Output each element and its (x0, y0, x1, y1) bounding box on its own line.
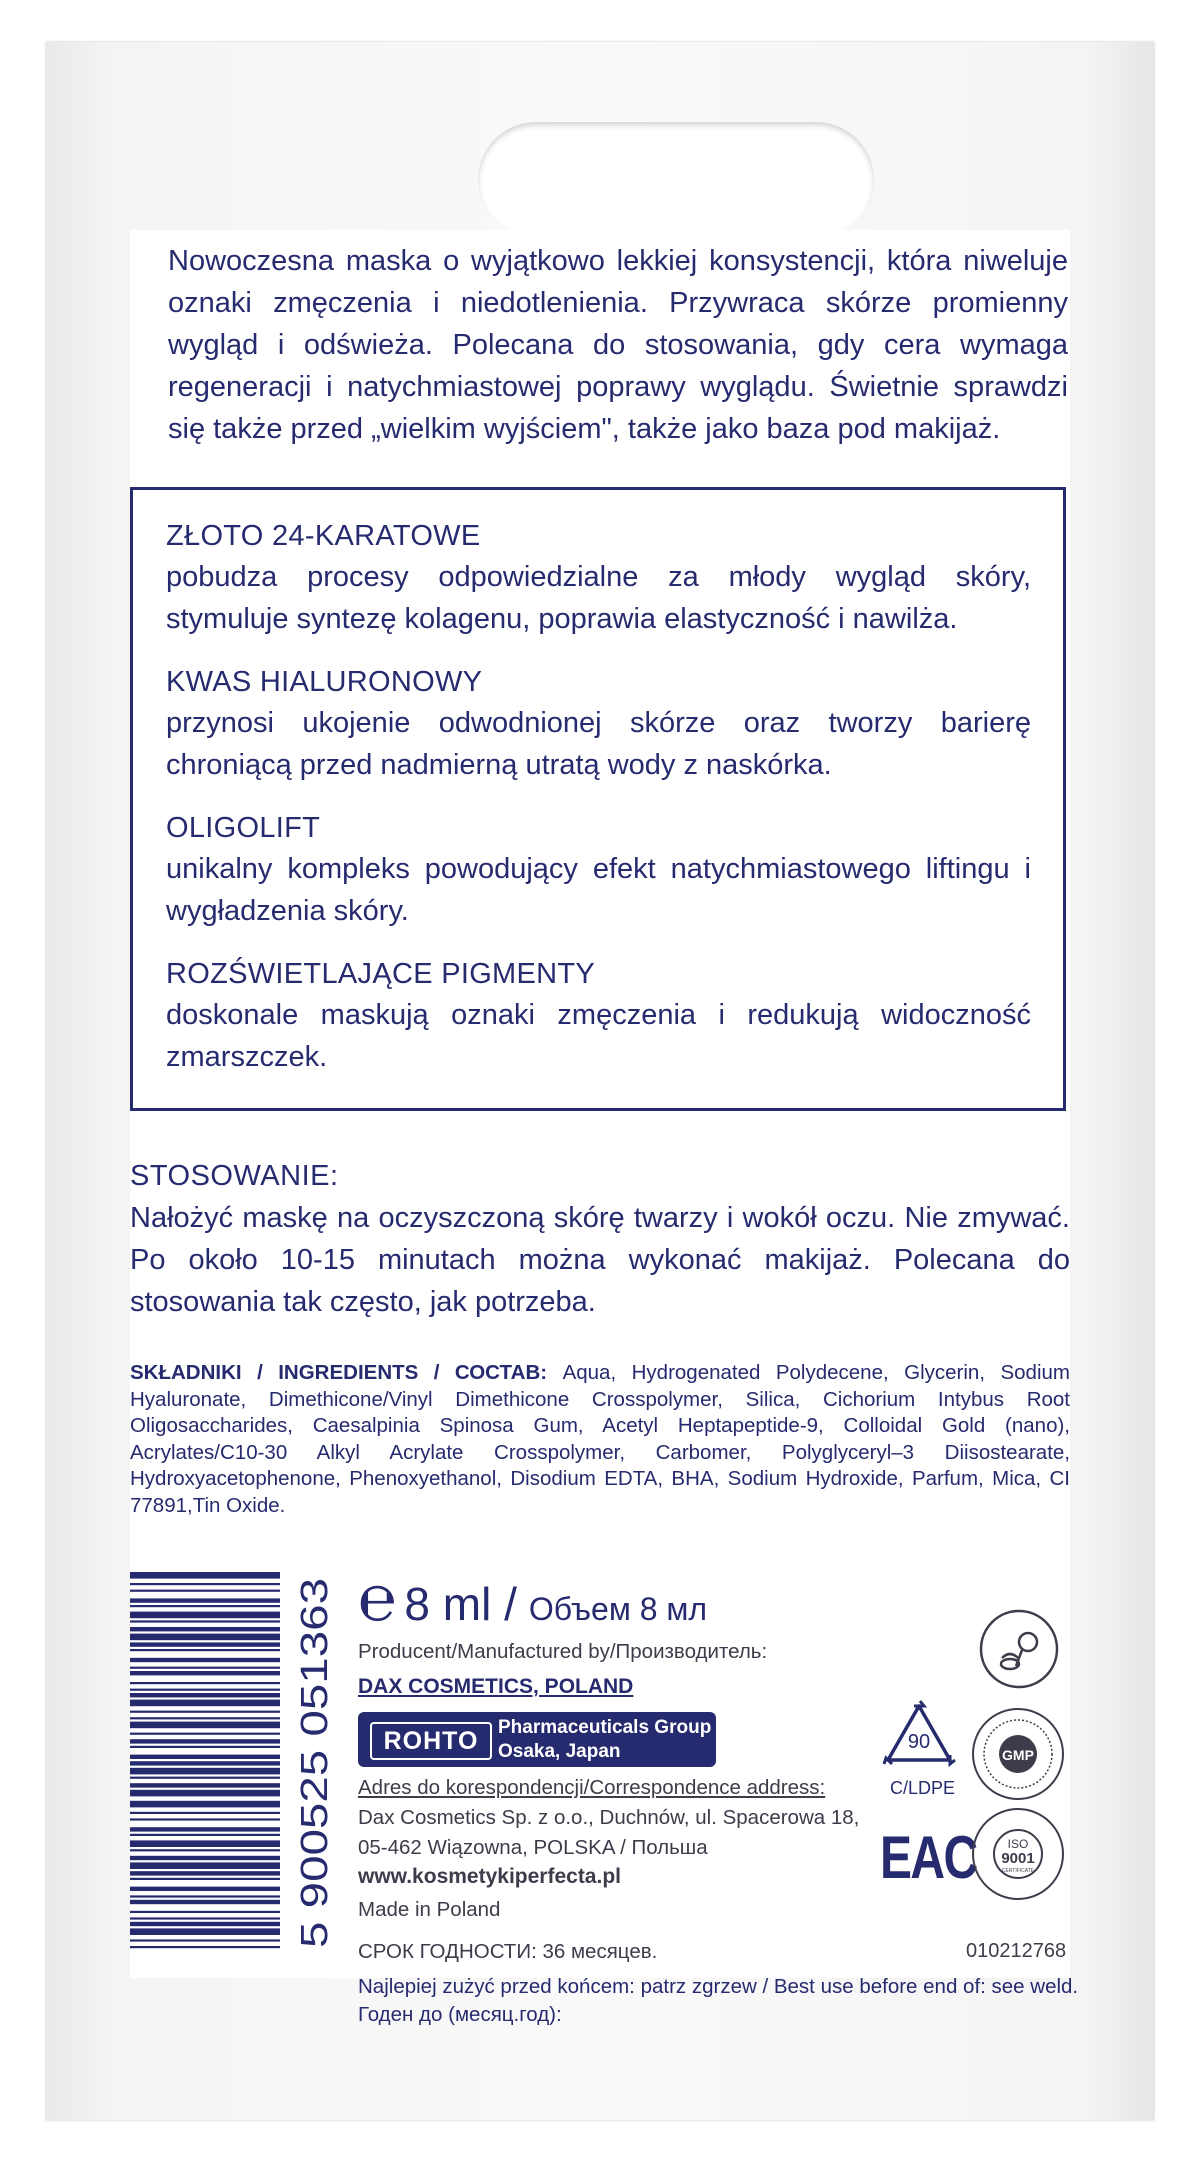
address-line1: Dax Cosmetics Sp. z o.o., Duchnów, ul. Spacerowa 18, (358, 1806, 860, 1829)
barcode-bar (130, 1620, 280, 1622)
barcode (130, 1572, 336, 1952)
barcode-bar (130, 1887, 280, 1891)
recycle-icon (880, 1700, 958, 1774)
barcode-bar (130, 1572, 280, 1579)
barcode-bar (130, 1768, 280, 1775)
recycle-label: C/LDPE (890, 1778, 956, 1798)
eac-mark: EAC (880, 1824, 977, 1891)
ingredient-description: doskonale maskują oznaki zmęczenia i redukują widoczność zmarszczek. (166, 999, 1031, 1073)
usage-text: Nałożyć maskę na oczyszczoną skórę twarzy i wokół oczu. Nie zmywać. Po około 10-15 minutach można wykonać makijaż. Polecana do stosowania tak często, jak potrzeba. (130, 1202, 1070, 1318)
volume-ru: Объем 8 мл (528, 1591, 708, 1627)
barcode-bar (130, 1862, 280, 1869)
ingredients-label: SKŁADNIKI / INGREDIENTS / СОСТАВ: (130, 1361, 548, 1384)
address-label: Adres do korespondencji/Correspondence address: (358, 1776, 826, 1799)
shelf-life: СРОК ГОДНОСТИ: 36 месяцев. (358, 1940, 658, 1963)
ingredient-block (166, 954, 1031, 1078)
barcode-bar (130, 1818, 280, 1820)
barcode-bar (130, 1634, 280, 1641)
rohto-line1: Pharmaceuticals Group (498, 1717, 712, 1738)
barcode-bar (130, 1761, 280, 1765)
barcode-bar (130, 1911, 280, 1913)
barcode-bar (130, 1801, 280, 1808)
barcode-bar (130, 1649, 280, 1651)
best-before: Najlepiej zużyć przed końcem: patrz zgrzew / Best use before end of: see weld. (358, 1975, 1079, 1998)
barcode-bar (130, 1642, 280, 1646)
barcode-bar (130, 1733, 280, 1735)
website-link[interactable]: www.kosmetykiperfecta.pl (358, 1865, 621, 1888)
barcode-bar (130, 1922, 280, 1926)
ingredients-text: Aqua, Hydrogenated Polydecene, Glycerin, Sodium Hyaluronate, Dimethicone/Vinyl Dimethicone Crosspolymer, Silica, Cichorium Intybus Root Oligosaccharides, Caesalpinia Spinosa Gum, Acetyl Heptapeptide-9, Colloidal Gold (nano), Acrylates/C10-30 Alkyl Acrylate Crosspolymer, Carbomer, Polyglyceryl–3 Diisostearate, Hydroxyacetophenone, Phenoxyethanol, Disodium EDTA, BHA, Sodium Hydroxide, Parfum, Mica, CI 77891,Tin Oxide. (130, 1361, 1070, 1517)
barcode-bar (130, 1722, 280, 1729)
barcode-bar (130, 1790, 280, 1797)
barcode-bar (130, 1939, 280, 1941)
barcode-bar (130, 1700, 280, 1707)
barcode-bar (130, 1849, 280, 1851)
usage-heading: STOSOWANIE: (130, 1160, 339, 1192)
iso-top: ISO (1007, 1837, 1029, 1851)
barcode-bar (130, 1598, 280, 1602)
rohto-badge (358, 1712, 716, 1767)
barcode-bar (130, 1755, 280, 1759)
barcode-bar (130, 1827, 280, 1831)
producer-label: Producent/Manufactured by/Производитель: (358, 1640, 768, 1663)
rohto-logo: ROHTO (370, 1722, 492, 1760)
barcode-bar (130, 1739, 280, 1743)
estimated-sign-icon: ℮ (358, 1562, 397, 1634)
barcode-bar (130, 1878, 280, 1880)
active-ingredients-box (130, 487, 1066, 1111)
ingredients-list (130, 1360, 1070, 1519)
rohto-line2: Osaka, Japan (498, 1741, 621, 1762)
barcode-bar (130, 1783, 280, 1787)
iso-seal-icon (970, 1806, 1066, 1902)
ingredient-description: unikalny kompleks powodujący efekt natychmiastowego liftingu i wygładzenia skóry. (166, 853, 1031, 927)
barcode-bar (130, 1693, 280, 1697)
barcode-bar (130, 1946, 280, 1948)
ingredient-heading: OLIGOLIFT (166, 812, 321, 844)
ingredient-block (166, 516, 1031, 640)
barcode-number: 5 900525 051363 (294, 1652, 336, 1948)
usage-section (130, 1155, 1070, 1323)
barcode-bar (130, 1671, 280, 1675)
gmp-seal-icon (970, 1706, 1066, 1802)
ingredient-heading: KWAS HIALURONOWY (166, 666, 483, 698)
barcode-bar (130, 1856, 280, 1860)
iso-number: 9001 (1001, 1850, 1035, 1867)
barcode-bar (130, 1928, 280, 1935)
ingredient-block (166, 808, 1031, 932)
barcode-bar (130, 1605, 280, 1607)
volume-main: 8 ml / (404, 1578, 517, 1630)
product-code: 010212768 (966, 1940, 1067, 1962)
ingredient-description: przynosi ukojenie odwodnionej skórze oraz tworzy barierę chroniącą przed nadmierną utratą wody z naskórka. (166, 707, 1031, 781)
barcode-bar (130, 1834, 280, 1836)
barcode-bar (130, 1777, 280, 1779)
barcode-bar (130, 1583, 280, 1585)
expiry-ru: Годен до (месяц.год): (358, 2003, 562, 2026)
barcode-bar (130, 1840, 280, 1847)
gmp-text: GMP (1002, 1747, 1034, 1763)
barcode-bar (130, 1689, 280, 1691)
intro-paragraph: Nowoczesna maska o wyjątkowo lekkiej konsystencji, która niweluje oznaki zmęczenia i niedotlenienia. Przywraca skórze promienny wygląd i odświeża. Polecana do stosowania, gdy cera wymaga regeneracji i natychmiastowej poprawy wyglądu. Świetnie sprawdzi się także przed „wielkim wyjściem", także jako baza pod makijaż. (168, 245, 1068, 445)
hang-hole (478, 122, 874, 238)
barcode-bar (130, 1711, 280, 1713)
barcode-bar (130, 1746, 280, 1748)
ingredient-heading: ZŁOTO 24-KARATOWE (166, 520, 481, 552)
barcode-bar (130, 1667, 280, 1669)
barcode-bar (130, 1917, 280, 1919)
ingredient-description: pobudza procesy odpowiedzialne za młody wygląd skóry, stymuluje syntezę kolagenu, poprawia elastyczność i nawilża. (166, 561, 1031, 635)
producer-name: DAX COSMETICS, POLAND (358, 1675, 634, 1698)
address-line2: 05-462 Wiązowna, POLSKA / Польша (358, 1836, 708, 1859)
cosmetic-mirror-icon (978, 1608, 1060, 1690)
ingredient-block (166, 662, 1031, 786)
made-in: Made in Poland (358, 1898, 501, 1921)
barcode-bar (130, 1717, 280, 1719)
barcode-bar (130, 1612, 280, 1619)
iso-bottom: CERTIFICATE (1001, 1868, 1035, 1874)
barcode-bar (130, 1590, 280, 1592)
barcode-bar (130, 1895, 280, 1897)
barcode-bar (130, 1812, 280, 1814)
barcode-bar (130, 1871, 280, 1875)
recycle-number: 90 (907, 1731, 931, 1753)
volume (358, 1562, 708, 1634)
barcode-bar (130, 1682, 280, 1684)
barcode-bar (130, 1627, 280, 1631)
barcode-bar (130, 1900, 280, 1904)
barcode-bar (130, 1658, 280, 1662)
ingredient-heading: ROZŚWIETLAJĄCE PIGMENTY (166, 958, 596, 990)
